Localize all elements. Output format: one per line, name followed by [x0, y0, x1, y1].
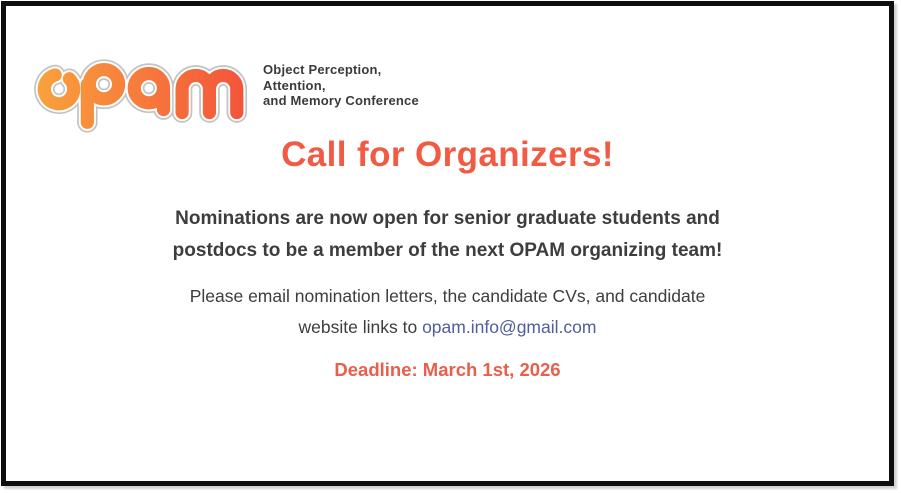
nominations-line-2: postdocs to be a member of the next OPAM organizing team!: [172, 240, 723, 261]
logo-letters: [44, 70, 236, 123]
email-link[interactable]: opam.info@gmail.com: [422, 317, 597, 337]
email-instruction-prefix: website links to: [298, 317, 423, 337]
email-instruction: [6, 281, 889, 343]
page-title: Call for Organizers!: [281, 135, 614, 174]
tagline-line: Object Perception,: [263, 62, 382, 77]
nominations-line-1: Nominations are now open for senior graduate students and: [175, 208, 720, 229]
email-instruction-line-1: Please email nomination letters, the candidate CVs, and candidate: [189, 286, 706, 306]
logo-block: [33, 52, 419, 136]
nominations-text: [6, 203, 889, 267]
email-instruction-line-2: [6, 312, 889, 343]
tagline-line: Attention,: [263, 77, 326, 93]
tagline-line: and Memory Conference: [263, 93, 419, 108]
opam-logo-icon: [33, 52, 255, 136]
deadline-text: Deadline: March 1st, 2026: [334, 359, 561, 380]
flyer-card: [1, 1, 894, 486]
conference-tagline: [263, 62, 419, 109]
